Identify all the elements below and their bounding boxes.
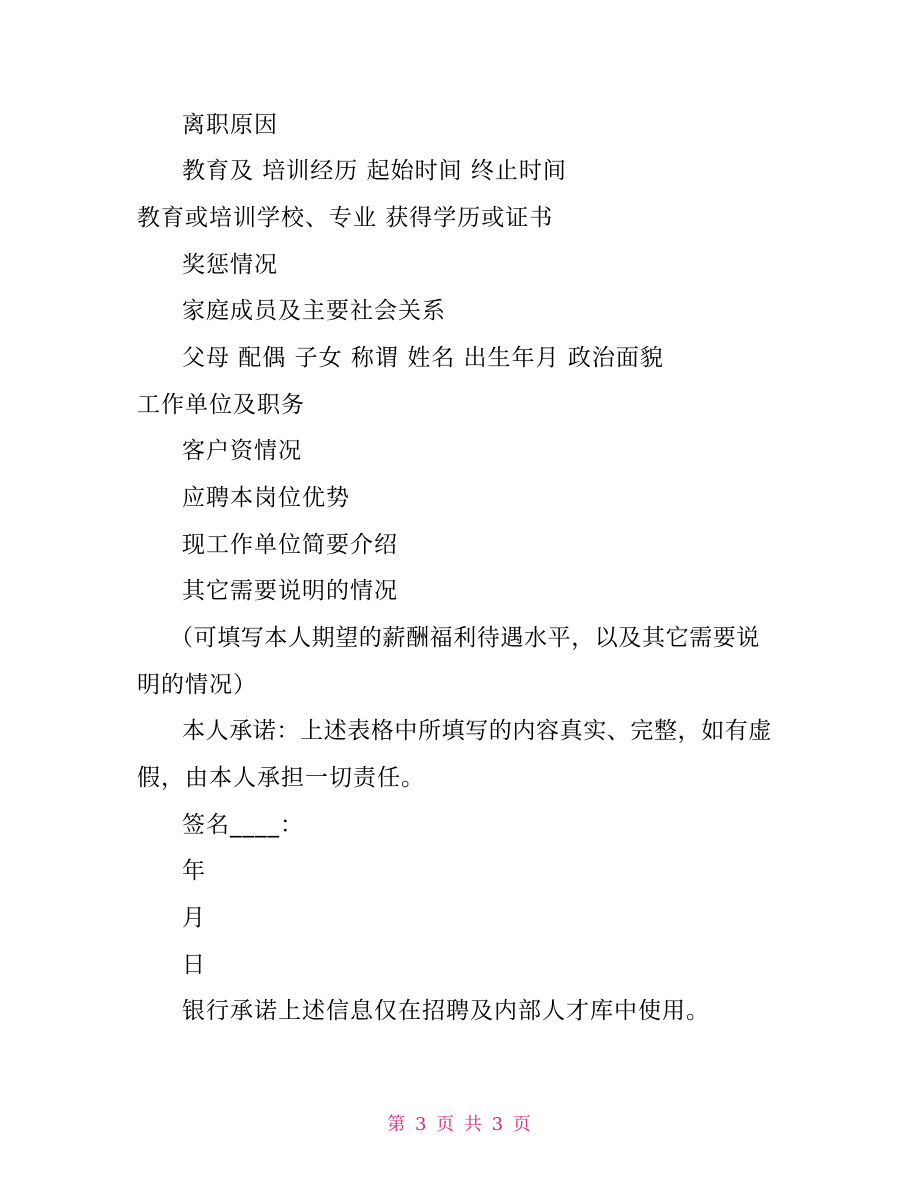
text-line: 奖惩情况 [182, 252, 278, 278]
text-line: 明的情况） [137, 672, 257, 698]
text-line: 应聘本岗位优势 [182, 485, 350, 511]
text-line: 银行承诺上述信息仅在招聘及内部人才库中使用。 [182, 998, 710, 1024]
page-number-footer: 第 3 页 共 3 页 [387, 1114, 533, 1135]
text-line: 教育及 培训经历 起始时间 终止时间 [182, 158, 567, 184]
text-line: 现工作单位简要介绍 [182, 532, 398, 558]
text-line: （可填写本人期望的薪酬福利待遇水平，以及其它需要说 [170, 625, 760, 651]
signature-line: 签名____： [182, 812, 304, 838]
text-line: 其它需要说明的情况 [182, 578, 398, 604]
text-line: 教育或培训学校、专业 获得学历或证书 [137, 205, 554, 231]
date-year-label: 年 [182, 858, 206, 884]
text-line: 家庭成员及主要社会关系 [182, 298, 446, 324]
text-line: 离职原因 [182, 112, 278, 138]
text-line: 客户资情况 [182, 438, 302, 464]
text-line: 工作单位及职务 [137, 392, 305, 418]
date-day-label: 日 [182, 952, 206, 978]
text-line: 假，由本人承担一切责任。 [137, 765, 425, 791]
text-line: 父母 配偶 子女 称谓 姓名 出生年月 政治面貌 [182, 345, 664, 371]
date-month-label: 月 [182, 905, 206, 931]
text-line: 本人承诺：上述表格中所填写的内容真实、完整，如有虚 [182, 718, 772, 744]
